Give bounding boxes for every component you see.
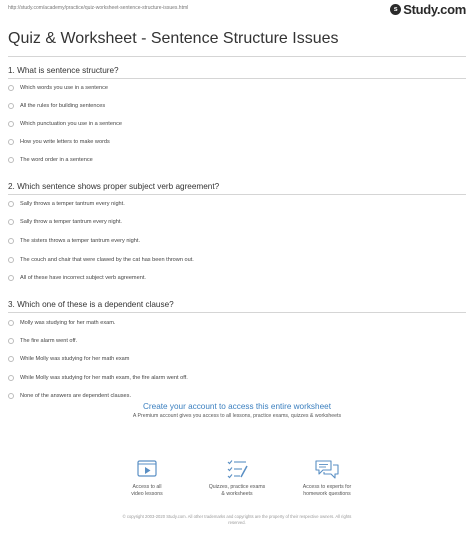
radio-icon[interactable] <box>8 157 14 163</box>
question-2-option[interactable]: Sally throws a temper tantrum every night. <box>8 198 125 209</box>
question-2-option[interactable]: All of these have incorrect subject verb agreement. <box>8 272 146 283</box>
radio-icon[interactable] <box>8 103 14 109</box>
study-logo-icon: s <box>390 4 401 15</box>
radio-icon[interactable] <box>8 393 14 399</box>
radio-icon[interactable] <box>8 375 14 381</box>
radio-icon[interactable] <box>8 356 14 362</box>
copyright-line: reserved. <box>228 520 246 525</box>
radio-icon[interactable] <box>8 121 14 127</box>
question-3-option[interactable]: Molly was studying for her math exam. <box>8 317 115 328</box>
question-1-option[interactable]: How you write letters to make words <box>8 136 110 147</box>
feature-label: Access to all <box>132 484 162 490</box>
question-3-option[interactable]: While Molly was studying for her math exam, the fire alarm went off. <box>8 372 188 383</box>
radio-icon[interactable] <box>8 201 14 207</box>
copyright-line: © copyright 2003-2020 Study.com. All other trademarks and copyrights are the property of their respective owners. All rights <box>122 514 352 519</box>
question-3-option[interactable]: The fire alarm went off. <box>8 335 77 346</box>
study-logo[interactable] <box>390 2 466 17</box>
question-3-option[interactable]: While Molly was studying for her math exam <box>8 353 129 364</box>
question-2-option[interactable]: The couch and chair that were clawed by the cat has been thrown out. <box>8 254 194 265</box>
study-logo-text: Study.com <box>403 2 466 17</box>
feature-label: homework questions <box>303 491 351 497</box>
question-2-divider <box>8 194 466 195</box>
page-url: http://study.com/academy/practice/quiz-worksheet-sentence-structure-issues.html <box>8 5 189 11</box>
feature-label: video lessons <box>131 491 163 497</box>
question-3-divider <box>8 312 466 313</box>
radio-icon[interactable] <box>8 338 14 344</box>
radio-icon[interactable] <box>8 275 14 281</box>
premium-description: A Premium account gives you access to all lessons, practice exams, quizzes & worksheets <box>132 413 342 419</box>
radio-icon[interactable] <box>8 85 14 91</box>
radio-icon[interactable] <box>8 257 14 263</box>
radio-icon[interactable] <box>8 139 14 145</box>
question-1-option[interactable]: All the rules for building sentences <box>8 100 105 111</box>
question-2-prompt: 2. Which sentence shows proper subject verb agreement? <box>8 182 220 191</box>
question-3-prompt: 3. Which one of these is a dependent clause? <box>8 300 174 309</box>
page-title: Quiz & Worksheet - Sentence Structure Issues <box>8 30 339 47</box>
feature-quizzes <box>192 458 282 498</box>
question-2-option[interactable]: Sally throw a temper tantrum every night. <box>8 216 122 227</box>
question-1-option[interactable]: Which words you use in a sentence <box>8 82 108 93</box>
question-1-divider <box>8 78 466 79</box>
question-1-option[interactable]: The word order in a sentence <box>8 154 93 165</box>
question-2-option[interactable]: The sisters throws a temper tantrum every night. <box>8 235 140 246</box>
feature-video-lessons <box>102 458 192 498</box>
create-account-link[interactable]: Create your account to access this entire worksheet <box>143 402 331 411</box>
experts-chat-icon <box>314 458 340 480</box>
video-lessons-icon <box>135 458 159 480</box>
radio-icon[interactable] <box>8 320 14 326</box>
question-1-prompt: 1. What is sentence structure? <box>8 66 119 75</box>
quizzes-worksheets-icon <box>225 458 249 480</box>
feature-label: Quizzes, practice exams <box>208 484 266 490</box>
feature-label: & worksheets <box>221 491 253 497</box>
feature-experts <box>282 458 372 498</box>
question-1-option[interactable]: Which punctuation you use in a sentence <box>8 118 122 129</box>
radio-icon[interactable] <box>8 238 14 244</box>
feature-label: Access to experts for <box>302 484 352 490</box>
copyright-footer <box>0 514 474 526</box>
question-3-option[interactable]: None of the answers are dependent clauses. <box>8 390 131 401</box>
radio-icon[interactable] <box>8 219 14 225</box>
top-bar <box>0 0 474 16</box>
title-divider <box>8 56 466 57</box>
